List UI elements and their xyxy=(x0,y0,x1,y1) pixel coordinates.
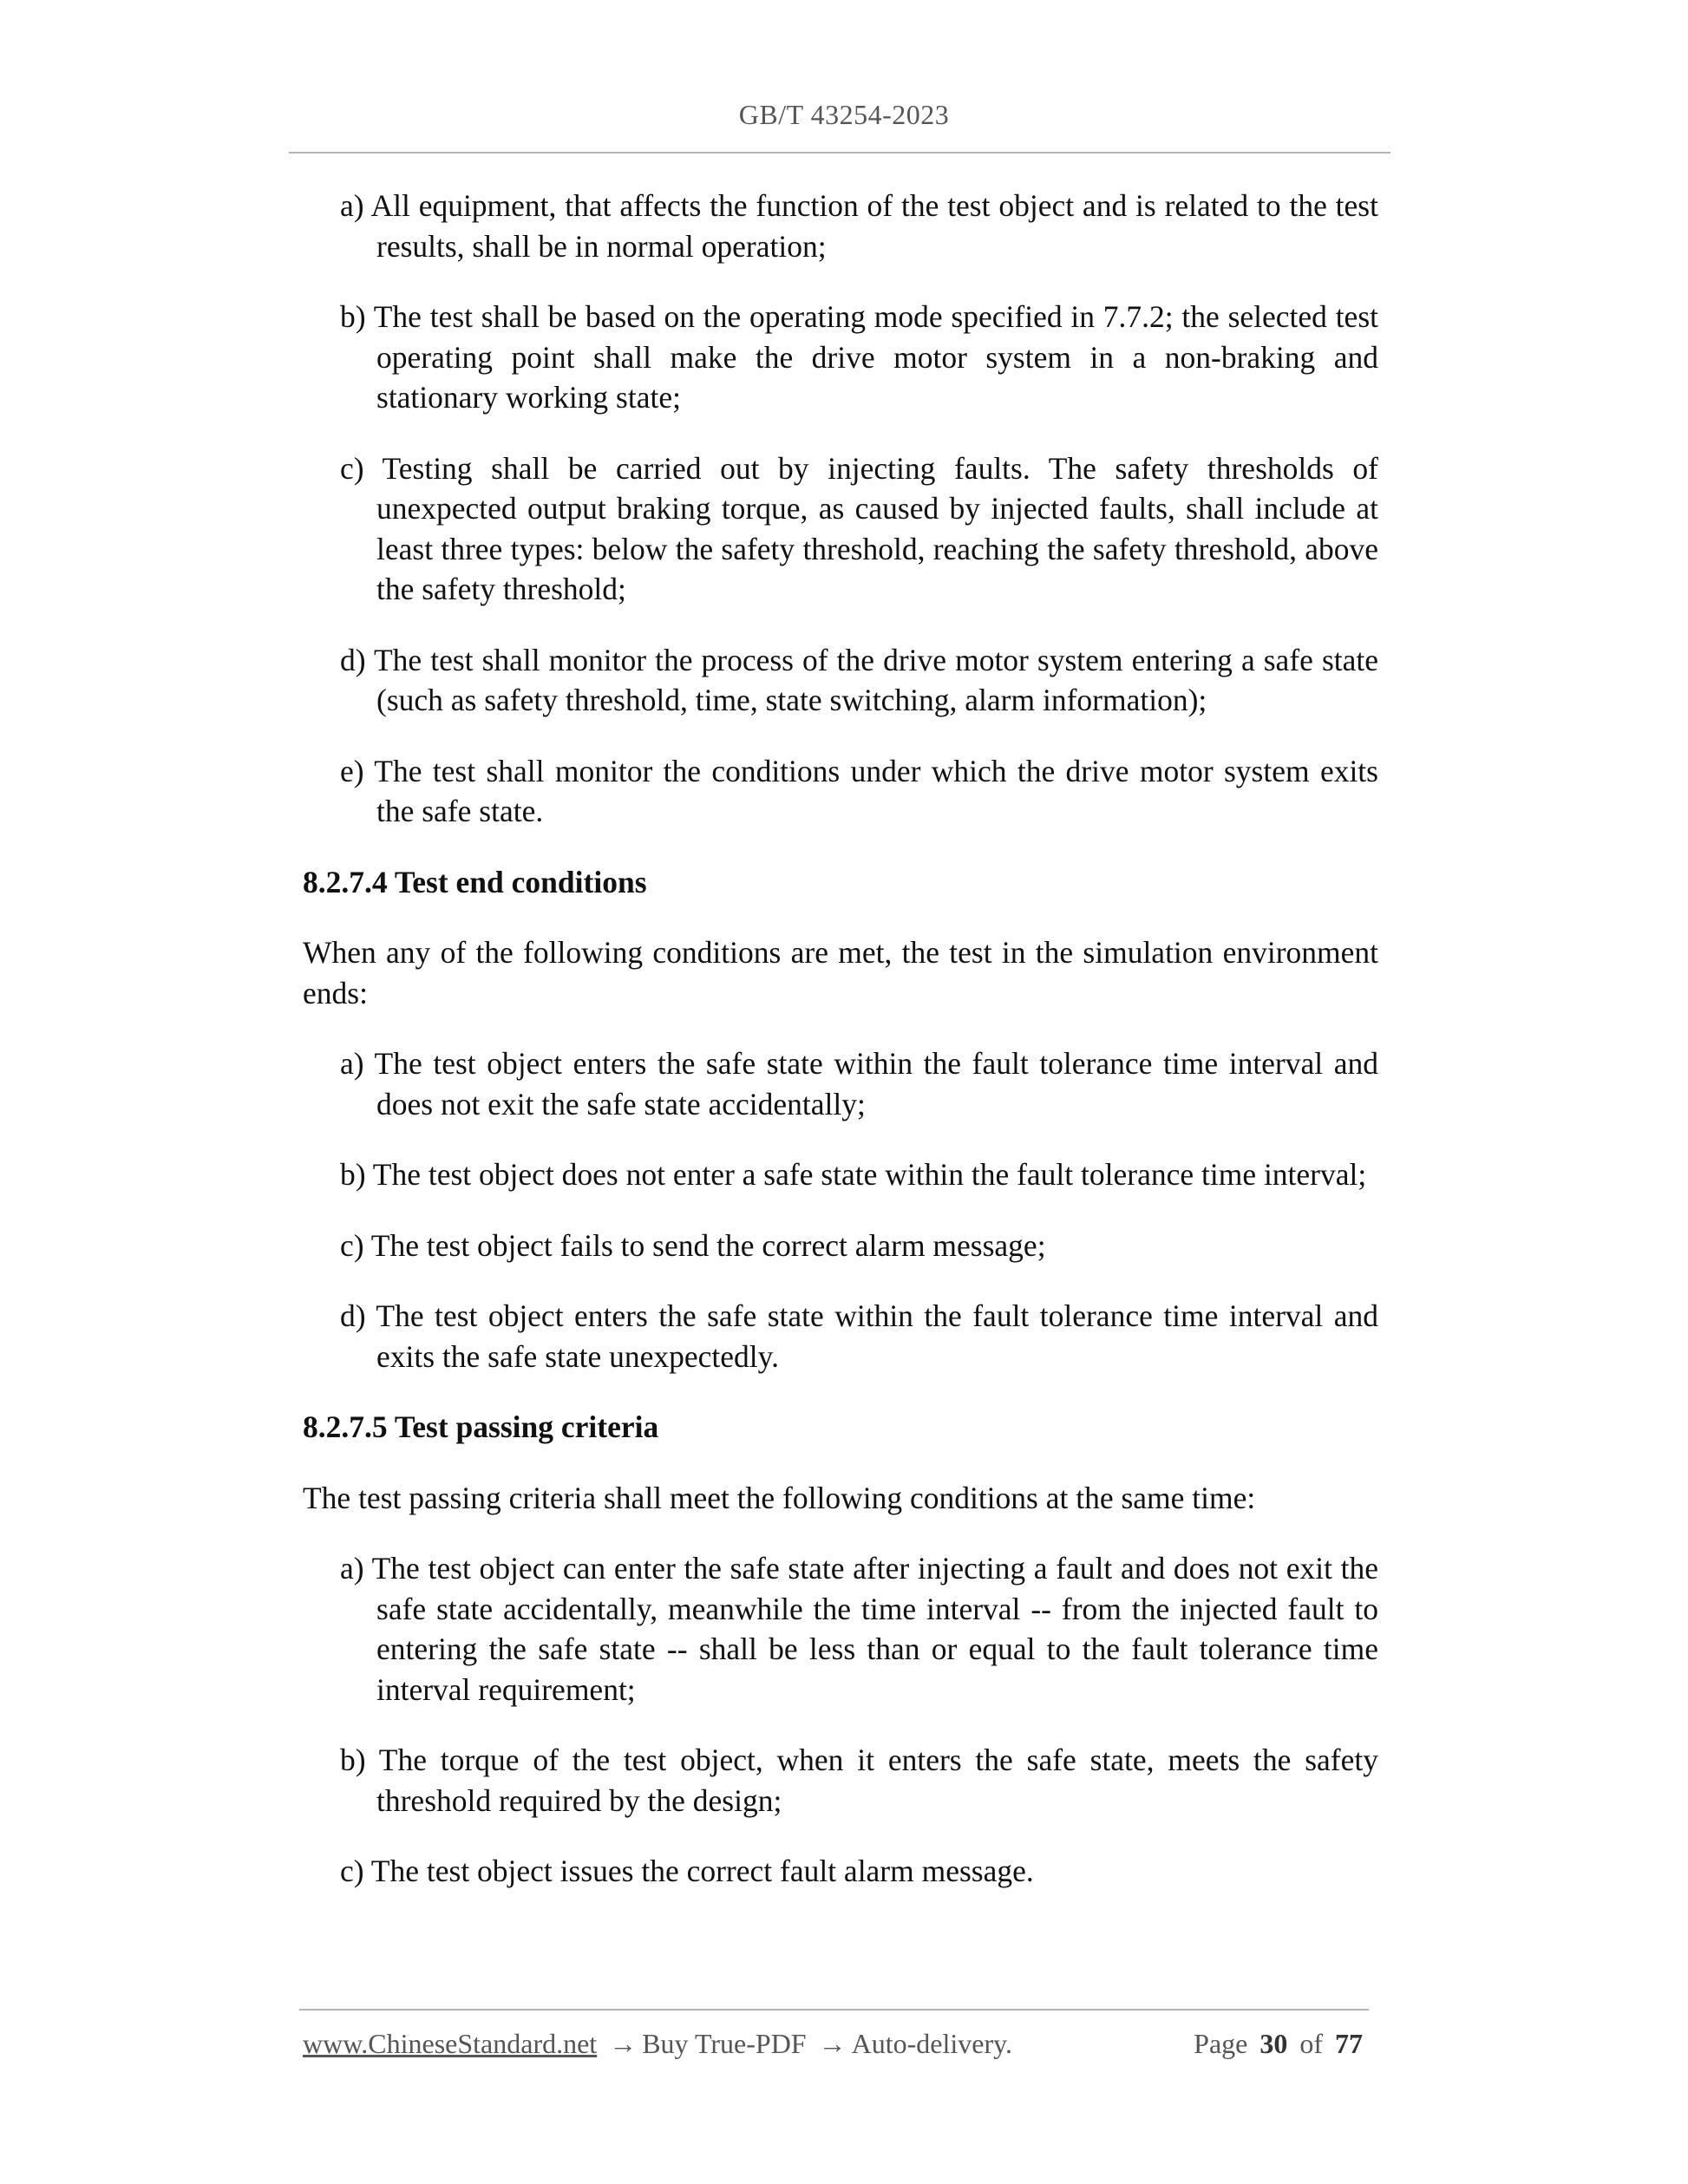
of-label: of xyxy=(1299,2028,1323,2059)
website-link[interactable]: www.ChineseStandard.net xyxy=(303,2028,598,2059)
list-item: a) The test object enters the safe state within the fault tolerance time interval and does not exit the safe state accidentally; xyxy=(340,1046,1378,1121)
list-item: d) The test shall monitor the process of the drive motor system entering a safe state (such as safety threshold, time, state switching, alarm information); xyxy=(340,642,1378,717)
section-heading-test-end-conditions: 8.2.7.4 Test end conditions xyxy=(303,864,647,899)
section-intro: The test passing criteria shall meet the following conditions at the same time: xyxy=(303,1480,1256,1515)
list-item: b) The test object does not enter a safe state within the fault tolerance time interval; xyxy=(340,1157,1367,1192)
total-page-count: 77 xyxy=(1335,2028,1363,2059)
list-item: c) The test object fails to send the correct alarm message; xyxy=(340,1227,1046,1263)
list-item: b) The test shall be based on the operating mode specified in 7.7.2; the selected test operating point shall make the drive motor system in a non-braking and stationary working state; xyxy=(340,299,1378,415)
arrow-right-icon: → xyxy=(818,2028,847,2059)
list-item: c) Testing shall be carried out by injecting faults. The safety thresholds of unexpected output braking torque, as caused by injected faults, shall include at least three types: below the safety threshold, reaching the safety threshold, above the safety threshold; xyxy=(340,450,1378,606)
buy-true-pdf-text: Buy True-PDF xyxy=(642,2028,807,2059)
arrow-right-icon: → xyxy=(609,2028,638,2059)
list-item: a) All equipment, that affects the function of the test object and is related to the test results, shall be in normal operation; xyxy=(340,188,1378,264)
page-header: GB/T 43254-2023 xyxy=(738,99,950,130)
page-footer xyxy=(303,2028,1368,2060)
auto-delivery-text: Auto-delivery. xyxy=(851,2028,1013,2059)
section-heading-test-passing-criteria: 8.2.7.5 Test passing criteria xyxy=(303,1409,659,1444)
list-item: e) The test shall monitor the conditions under which the drive motor system exits the safe state. xyxy=(340,753,1378,828)
section-intro: When any of the following conditions are met, the test in the simulation environment ends: xyxy=(303,935,1378,1010)
current-page-number: 30 xyxy=(1259,2028,1288,2059)
footer-divider xyxy=(299,2009,1369,2011)
list-item: b) The torque of the test object, when it enters the safe state, meets the safety threshold required by the design; xyxy=(340,1743,1378,1818)
footer-promo xyxy=(303,2028,1012,2060)
page-label: Page xyxy=(1194,2028,1248,2059)
document-body xyxy=(303,186,1378,1922)
page-indicator xyxy=(1194,2028,1368,2060)
list-item: a) The test object can enter the safe state after injecting a fault and does not exit the safe state accidentally, meanwhile the time interval -- from the injected fault to entering the safe state -- shall be less than or equal to the fault tolerance time interval requirement; xyxy=(340,1551,1378,1707)
list-item: d) The test object enters the safe state within the fault tolerance time interval and exits the safe state unexpectedly. xyxy=(340,1298,1378,1374)
header-divider xyxy=(289,152,1390,154)
list-item: c) The test object issues the correct fault alarm message. xyxy=(340,1854,1034,1888)
